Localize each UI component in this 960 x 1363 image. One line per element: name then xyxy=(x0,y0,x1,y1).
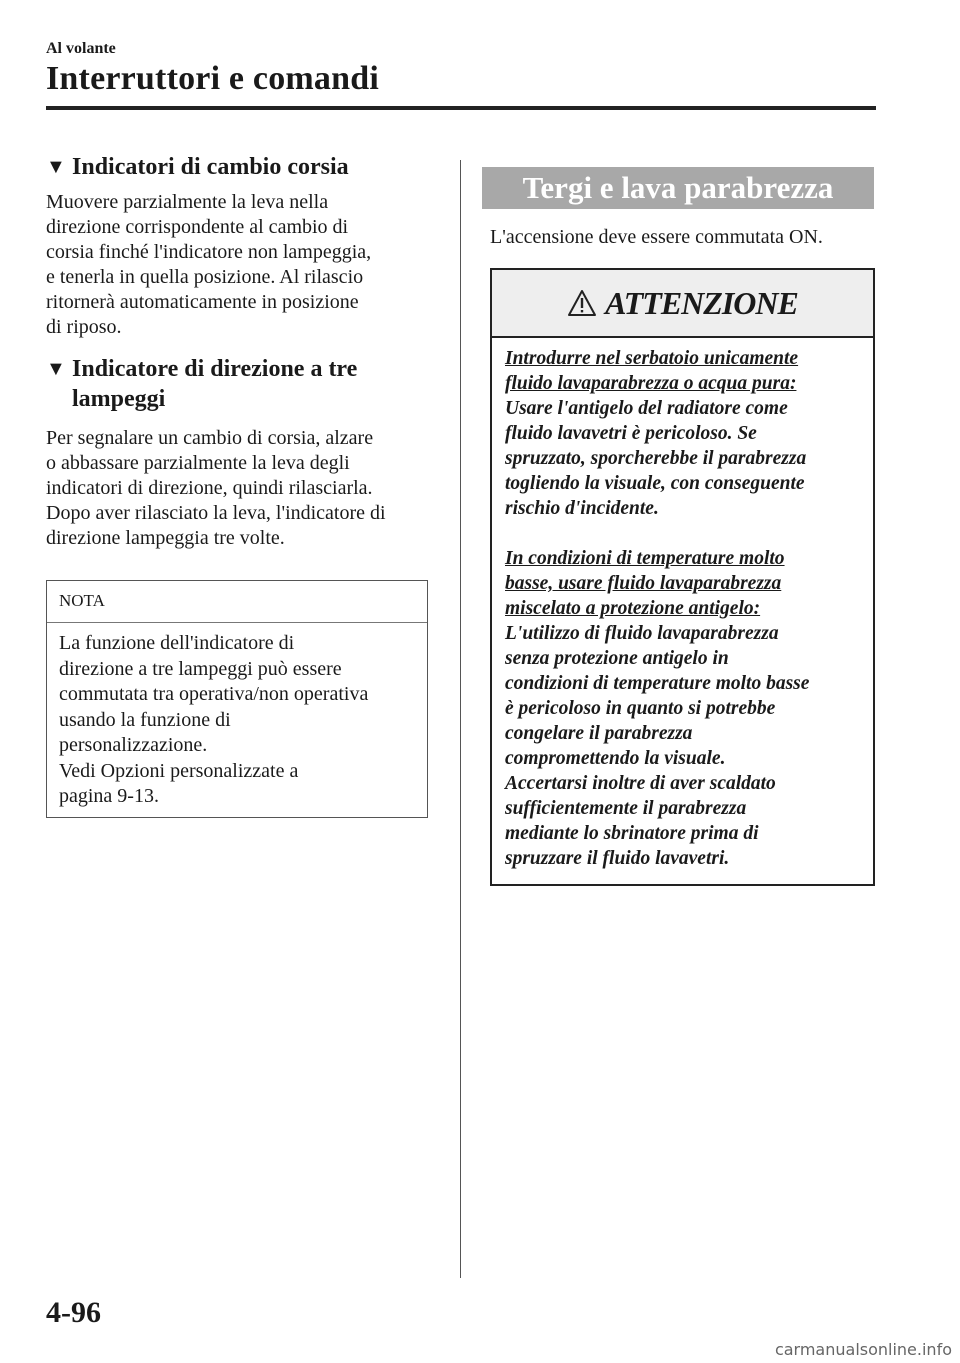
chapter-title: Interruttori e comandi xyxy=(46,60,379,97)
heading-text: Indicatori di cambio corsia xyxy=(72,154,349,180)
note-box xyxy=(46,580,428,818)
warning-line: spruzzare il fluido lavavetri. xyxy=(505,848,730,869)
heading-line: Indicatore di direzione a tre xyxy=(72,356,358,382)
text-line: direzione lampeggia tre volte. xyxy=(46,527,285,549)
text-line: usando la funzione di xyxy=(59,708,231,731)
heading-text xyxy=(72,354,357,414)
text-line: Vedi Opzioni personalizzate a xyxy=(59,759,299,782)
warning-line: Usare l'antigelo del radiatore come xyxy=(505,398,788,419)
warning-title: ATTENZIONE xyxy=(605,284,798,321)
ignition-note: L'accensione deve essere commutata ON. xyxy=(490,226,823,248)
warning-box xyxy=(490,268,875,886)
text-line: o abbassare parzialmente la leva degli xyxy=(46,452,350,474)
text-line: La funzione dell'indicatore di xyxy=(59,632,295,654)
heading-three-flash xyxy=(46,354,436,414)
left-column xyxy=(46,152,436,551)
text-line: e tenerla in quella posizione. Al rilascio xyxy=(46,266,364,288)
text-line: direzione corrispondente al cambio di xyxy=(46,216,349,238)
warning-line: togliendo la visuale, con conseguente xyxy=(505,473,805,494)
warning-underlined-line: In condizioni di temperature molto xyxy=(505,548,785,569)
text-line: Per segnalare un cambio di corsia, alzare xyxy=(46,427,374,449)
three-flash-paragraph xyxy=(46,426,436,551)
triangle-bullet-icon: ▼ xyxy=(46,156,66,178)
text-line: Muovere parzialmente la leva nella xyxy=(46,191,329,213)
paragraph-gap xyxy=(505,521,865,546)
text-line: indicatori di direzione, quindi rilasciarla. xyxy=(46,477,373,499)
warning-line: mediante lo sbrinatore prima di xyxy=(505,823,759,844)
warning-line: rischio d'incidente. xyxy=(505,498,659,519)
warning-line: fluido lavavetri è pericoloso. Se xyxy=(505,423,757,444)
lane-change-paragraph xyxy=(46,190,436,340)
page-number: 4-96 xyxy=(46,1296,101,1329)
watermark: carmanualsonline.info xyxy=(774,1340,952,1359)
text-line: personalizzazione. xyxy=(59,734,208,756)
warning-line: compromettendo la visuale. xyxy=(505,748,726,769)
text-line: pagina 9-13. xyxy=(59,785,159,807)
warning-underlined-line: fluido lavaparabrezza o acqua pura: xyxy=(505,373,797,394)
text-line: corsia finché l'indicatore non lampeggia, xyxy=(46,241,372,263)
warning-line: sufficientemente il parabrezza xyxy=(505,798,747,819)
warning-underlined-line: miscelato a protezione antigelo: xyxy=(505,598,761,619)
header-rule xyxy=(46,106,876,110)
note-title: NOTA xyxy=(47,581,427,623)
warning-body xyxy=(492,338,873,871)
warning-line: è pericoloso in quanto si potrebbe xyxy=(505,698,776,719)
section-banner: Tergi e lava parabrezza xyxy=(482,167,874,209)
warning-underlined-line: Introdurre nel serbatoio unicamente xyxy=(505,348,799,369)
warning-line: L'utilizzo di fluido lavaparabrezza xyxy=(505,623,779,644)
warning-line: senza protezione antigelo in xyxy=(505,648,729,669)
text-line: di riposo. xyxy=(46,316,122,338)
text-line: commutata tra operativa/non operativa xyxy=(59,683,369,705)
heading-lane-change xyxy=(46,152,436,182)
text-line: direzione a tre lampeggi può essere xyxy=(59,657,342,680)
heading-line: lampeggi xyxy=(72,386,166,412)
warning-line: congelare il parabrezza xyxy=(505,723,693,744)
text-line: Dopo aver rilasciato la leva, l'indicatore di xyxy=(46,502,386,524)
warning-line: Accertarsi inoltre di aver scaldato xyxy=(505,773,776,794)
warning-header xyxy=(492,270,873,338)
triangle-bullet-icon: ▼ xyxy=(46,358,66,380)
column-divider xyxy=(460,160,461,1278)
section-label: Al volante xyxy=(46,40,116,57)
warning-line: spruzzato, sporcherebbe il parabrezza xyxy=(505,448,807,469)
text-line: ritornerà automaticamente in posizione xyxy=(46,291,359,313)
warning-line: condizioni di temperature molto basse xyxy=(505,673,810,694)
warning-underlined-line: basse, usare fluido lavaparabrezza xyxy=(505,573,782,594)
warning-triangle-icon xyxy=(567,289,597,317)
note-body xyxy=(47,623,427,810)
